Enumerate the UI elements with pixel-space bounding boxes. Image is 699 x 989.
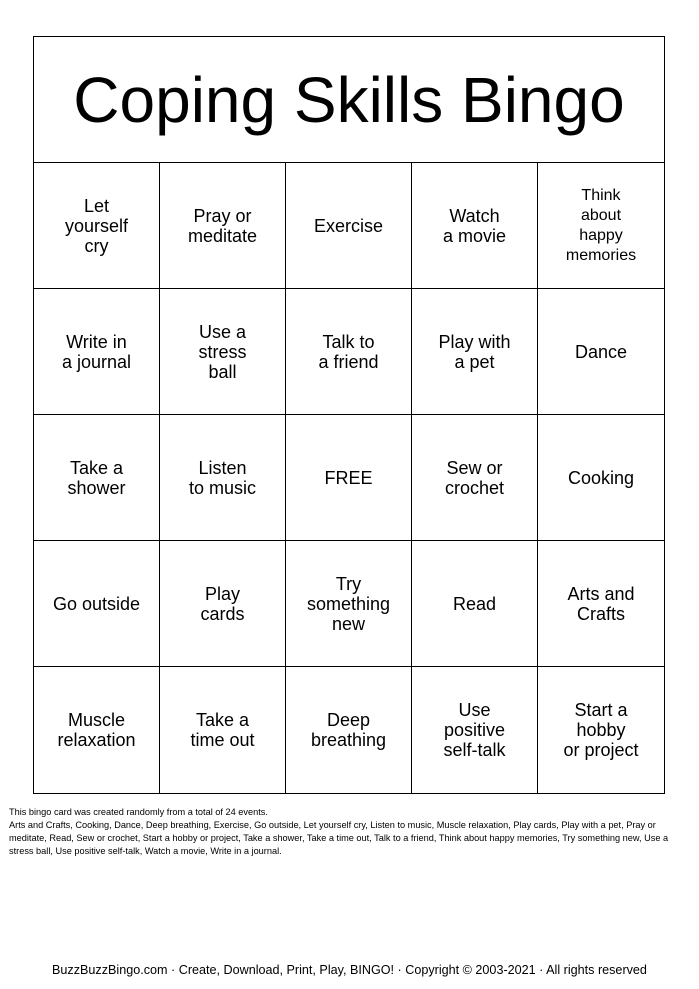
bingo-grid bbox=[34, 163, 664, 793]
info-events-list: Arts and Crafts, Cooking, Dance, Deep breathing, Exercise, Go outside, Let yourself cry, Listen to music, Muscle relaxation, Play cards, Play with a pet, Pray or meditate, Read, Sew or crochet, Start a hobby or project, Take a shower, Take a time out, Talk to a friend, Think about happy memories, Try something new, Use a stress ball, Use positive self-talk, Watch a movie, Write in a journal. bbox=[9, 820, 669, 856]
bingo-cell: Listen to music bbox=[160, 415, 286, 541]
bingo-cell: Play with a pet bbox=[412, 289, 538, 415]
bingo-cell: Watch a movie bbox=[412, 163, 538, 289]
bingo-cell: Arts and Crafts bbox=[538, 541, 664, 667]
bingo-cell: Go outside bbox=[34, 541, 160, 667]
bingo-cell: Start a hobby or project bbox=[563, 700, 639, 760]
bingo-cell: Muscle relaxation bbox=[34, 667, 160, 793]
card-info bbox=[9, 806, 691, 858]
bingo-cell: Take a shower bbox=[34, 415, 160, 541]
bingo-cell: Try something new bbox=[286, 541, 412, 667]
bingo-cell: Sew or crochet bbox=[412, 415, 538, 541]
bingo-cell: Exercise bbox=[286, 163, 412, 289]
info-summary: This bingo card was created randomly from a total of 24 events. bbox=[9, 807, 268, 817]
bingo-cell: Think about happy memories bbox=[538, 163, 664, 289]
bingo-cell: Write in a journal bbox=[34, 289, 160, 415]
card-title: Coping Skills Bingo bbox=[34, 37, 664, 163]
bingo-cell: Deep breathing bbox=[286, 667, 412, 793]
bingo-card bbox=[33, 36, 665, 794]
bingo-cell: Pray or meditate bbox=[160, 163, 286, 289]
bingo-cell: Talk to a friend bbox=[286, 289, 412, 415]
bingo-cell: Use positive self-talk bbox=[412, 667, 538, 793]
bingo-cell: Use a stress ball bbox=[160, 289, 286, 415]
bingo-cell: Play cards bbox=[160, 541, 286, 667]
bingo-cell: Cooking bbox=[538, 415, 664, 541]
bingo-cell: Read bbox=[412, 541, 538, 667]
free-space-cell: FREE bbox=[286, 415, 412, 541]
bingo-cell: Dance bbox=[538, 289, 664, 415]
bingo-cell: Let yourself cry bbox=[34, 163, 160, 289]
footer-text: BuzzBuzzBingo.com · Create, Download, Print, Play, BINGO! · Copyright © 2003-2021 · All rights reserved bbox=[52, 963, 647, 977]
bingo-cell: Take a time out bbox=[160, 667, 286, 793]
